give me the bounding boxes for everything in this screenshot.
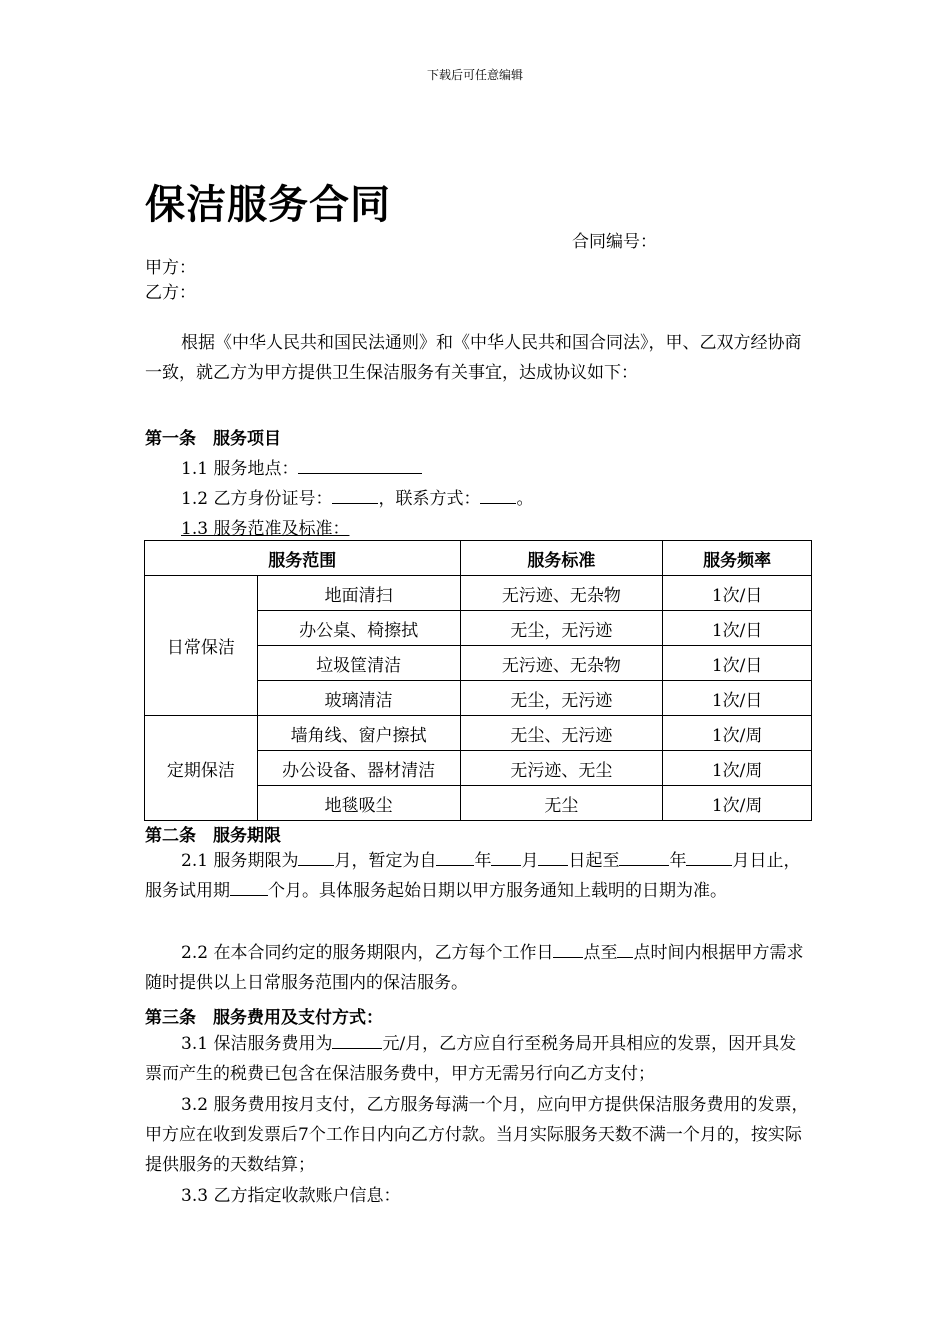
party-a-label: 甲方： (145, 258, 196, 278)
cell-item: 地毯吸尘 (257, 786, 460, 821)
cell-item: 地面清扫 (257, 576, 460, 611)
document-title: 保洁服务合同 (145, 182, 391, 228)
cell-standard: 无尘，无污迹 (460, 611, 663, 646)
service-scope-standard-label: 1.3 服务范准及标准： (181, 519, 350, 539)
cell-standard: 无污迹、无杂物 (460, 576, 663, 611)
blank (619, 848, 669, 866)
cell-item: 玻璃清洁 (257, 681, 460, 716)
article2-heading: 第二条 服务期限 (145, 826, 281, 846)
cell-frequency: 1次/周 (663, 786, 812, 821)
cell-frequency: 1次/周 (663, 751, 812, 786)
clause-text: 日止，服务试用期 (145, 851, 801, 901)
blank (617, 940, 633, 958)
party-b-id-label: 1.2 乙方身份证号： (181, 489, 333, 509)
clause-text: 3.1 保洁服务费用为 (181, 1034, 333, 1054)
cell-standard: 无污迹、无杂物 (460, 646, 663, 681)
party-b-id-blank (332, 486, 378, 504)
service-location-line (181, 454, 422, 479)
intro-paragraph: 根据《中华人民共和国民法通则》和《中华人民共和国合同法》，甲、乙双方经协商一致，就乙方为甲方提供卫生保洁服务有关事宜，达成协议如下： (145, 333, 802, 383)
article3-clause3: 3.3 乙方指定收款账户信息： (181, 1186, 401, 1206)
group-name-periodic: 定期保洁 (145, 716, 258, 821)
clause-text: 点至 (583, 943, 618, 963)
party-b-label: 乙方： (145, 283, 196, 303)
page-header-note: 下载后可任意编辑 (426, 68, 523, 82)
header-standard: 服务标准 (460, 541, 663, 576)
service-table (144, 540, 812, 821)
cell-standard: 无污迹、无尘 (460, 751, 663, 786)
cell-standard: 无尘、无污迹 (460, 716, 663, 751)
party-b-id-line (181, 484, 533, 509)
header-scope: 服务范围 (145, 541, 461, 576)
blank (436, 848, 474, 866)
blank (332, 1031, 382, 1049)
clause-text: 个月。具体服务起始日期以甲方服务通知上载明的日期为准。 (268, 881, 727, 901)
clause-text: 年 (669, 851, 687, 871)
table-header-row (145, 541, 812, 576)
blank (298, 848, 334, 866)
period-mark: 。 (516, 489, 534, 509)
service-location-label: 1.1 服务地点： (181, 459, 299, 479)
blank (553, 940, 583, 958)
cell-frequency: 1次/周 (663, 716, 812, 751)
clause-text: 2.1 服务期限为 (181, 851, 299, 871)
cell-item: 墙角线、窗户擦拭 (257, 716, 460, 751)
cell-standard: 无尘 (460, 786, 663, 821)
header-frequency: 服务频率 (663, 541, 812, 576)
article1-heading: 第一条 服务项目 (145, 429, 281, 449)
cell-frequency: 1次/日 (663, 681, 812, 716)
blank (491, 848, 521, 866)
blank (538, 848, 568, 866)
article3-clause2: 3.2 服务费用按月支付，乙方服务每满一个月，应向甲方提供保洁服务费用的发票，甲方应在收到发票后7个工作日内向乙方付款。当月实际服务天数不满一个月的，按实际提供服务的天数结算； (145, 1095, 809, 1175)
blank (686, 848, 732, 866)
group-name-daily: 日常保洁 (145, 576, 258, 716)
clause-text: 月，暂定为自 (334, 851, 437, 871)
contact-label: ，联系方式： (378, 489, 481, 509)
service-location-blank (298, 456, 422, 474)
cell-standard: 无尘，无污迹 (460, 681, 663, 716)
article3-clause1 (145, 1029, 810, 1089)
clause-text: 点时间内根据甲方需求随时提供以上日常服务范围内的保洁服务。 (145, 943, 804, 993)
cell-item: 办公桌、椅擦拭 (257, 611, 460, 646)
cell-frequency: 1次/日 (663, 646, 812, 681)
contact-blank (480, 486, 516, 504)
clause-text: 月 (521, 851, 539, 871)
cell-frequency: 1次/日 (663, 611, 812, 646)
cell-frequency: 1次/日 (663, 576, 812, 611)
table-row (145, 716, 812, 751)
table-row (145, 576, 812, 611)
clause-text: 年 (474, 851, 492, 871)
clause-text: 月 (732, 851, 750, 871)
clause-text: 元/月，乙方应自行至税务局开具相应的发票，因开具发票而产生的税费已包含在保洁服务费中，甲方无需另行向乙方支付； (145, 1034, 797, 1084)
contract-number-label: 合同编号： (572, 232, 657, 252)
blank (230, 878, 268, 896)
article2-clause2 (145, 938, 810, 998)
clause-text: 日起至 (568, 851, 620, 871)
cell-item: 办公设备、器材清洁 (257, 751, 460, 786)
article2-clause1 (145, 846, 810, 906)
cell-item: 垃圾筐清洁 (257, 646, 460, 681)
clause-text: 2.2 在本合同约定的服务期限内，乙方每个工作日 (181, 943, 554, 963)
article3-heading: 第三条 服务费用及支付方式： (145, 1008, 383, 1028)
